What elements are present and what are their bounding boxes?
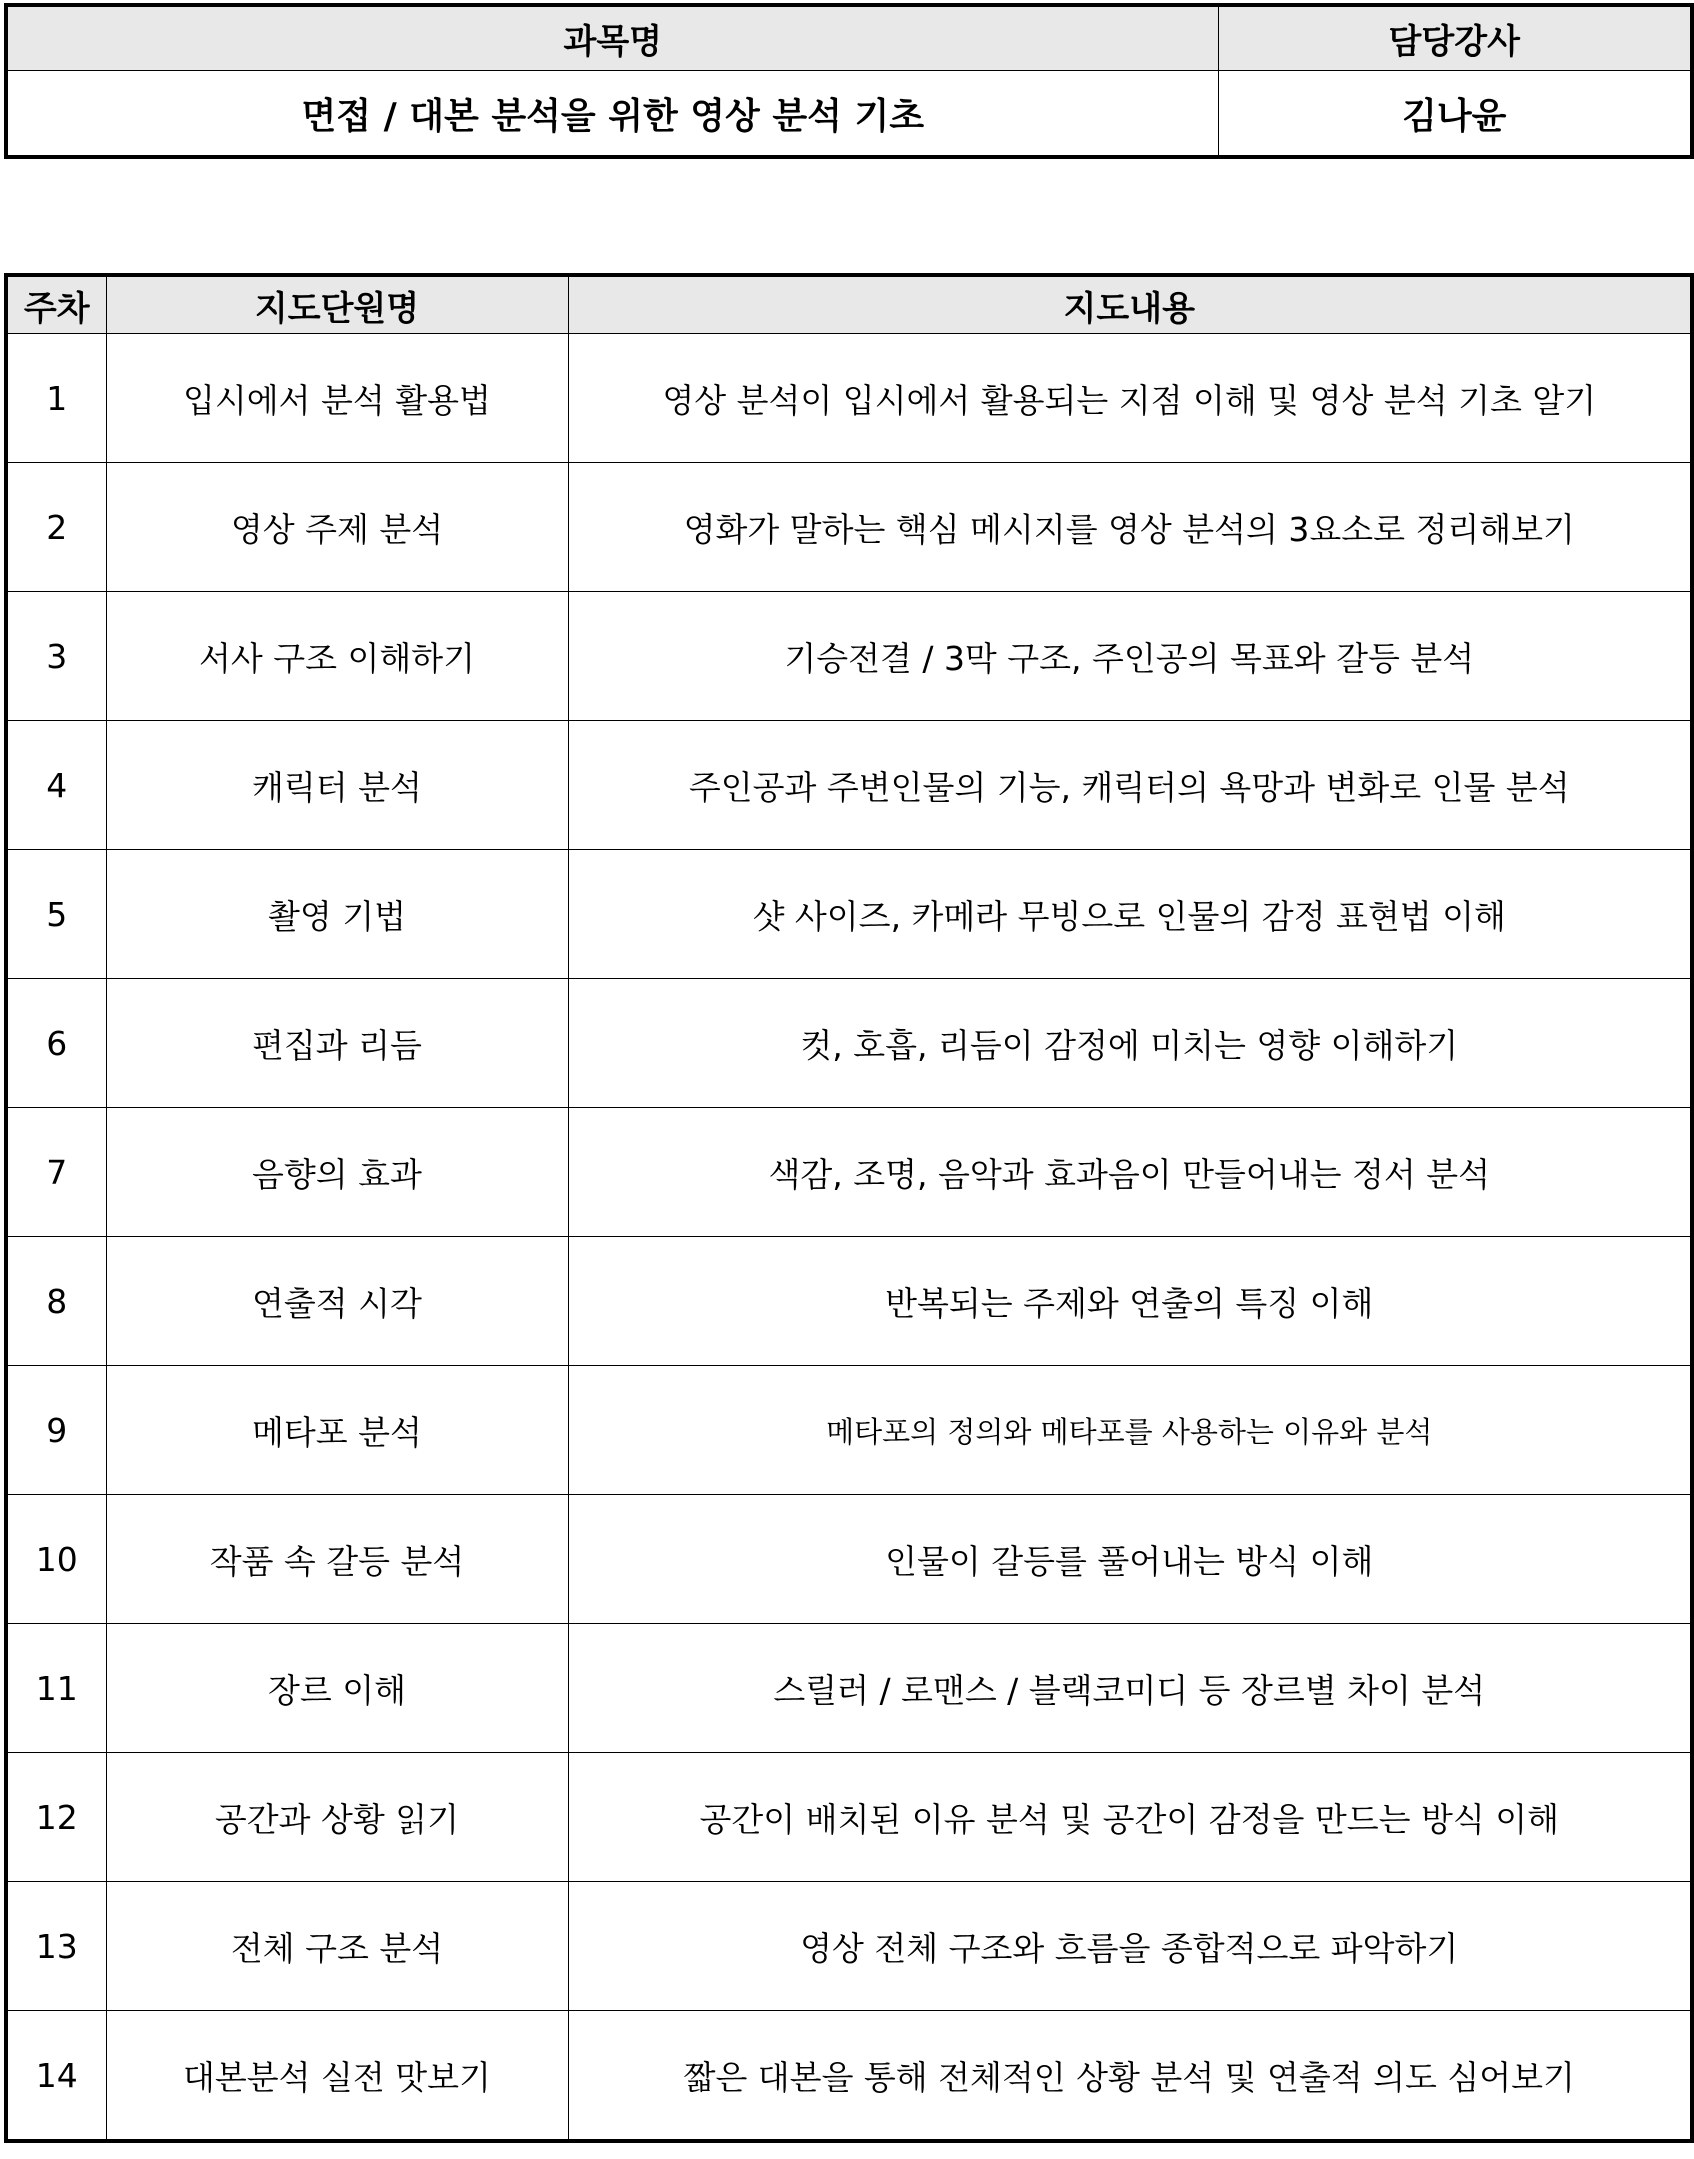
unit-content: 메타포의 정의와 메타포를 사용하는 이유와 분석: [568, 1366, 1692, 1495]
subject-name: 면접 / 대본 분석을 위한 영상 분석 기초: [6, 71, 1218, 158]
unit-name: 메타포 분석: [106, 1366, 568, 1495]
week-number: 7: [6, 1108, 106, 1237]
unit-name: 음향의 효과: [106, 1108, 568, 1237]
table-row: [6, 1237, 1692, 1366]
unit-name: 장르 이해: [106, 1624, 568, 1753]
unit-content: 영상 분석이 입시에서 활용되는 지점 이해 및 영상 분석 기초 알기: [568, 334, 1692, 463]
table-row: [6, 1108, 1692, 1237]
table-row: [6, 979, 1692, 1108]
week-number: 1: [6, 334, 106, 463]
week-number: 9: [6, 1366, 106, 1495]
week-number: 12: [6, 1753, 106, 1882]
subject-header: 과목명: [6, 5, 1218, 71]
unit-content: 기승전결 / 3막 구조, 주인공의 목표와 갈등 분석: [568, 592, 1692, 721]
week-number: 5: [6, 850, 106, 979]
unit-name: 전체 구조 분석: [106, 1882, 568, 2011]
unit-content: 영화가 말하는 핵심 메시지를 영상 분석의 3요소로 정리해보기: [568, 463, 1692, 592]
table-row: [6, 1366, 1692, 1495]
unit-content: 영상 전체 구조와 흐름을 종합적으로 파악하기: [568, 1882, 1692, 2011]
table-row: [6, 850, 1692, 979]
course-info-table: [4, 3, 1694, 159]
table-row: [6, 721, 1692, 850]
week-number: 4: [6, 721, 106, 850]
table-row: [6, 463, 1692, 592]
table-row: [6, 1882, 1692, 2011]
unit-content: 색감, 조명, 음악과 효과음이 만들어내는 정서 분석: [568, 1108, 1692, 1237]
instructor-name: 김나윤: [1218, 71, 1692, 158]
content-header: 지도내용: [568, 275, 1692, 334]
week-number: 3: [6, 592, 106, 721]
unit-name: 영상 주제 분석: [106, 463, 568, 592]
table-row: [6, 592, 1692, 721]
schedule-header-row: [6, 275, 1692, 334]
week-number: 14: [6, 2011, 106, 2142]
table-row: [6, 1753, 1692, 1882]
week-number: 13: [6, 1882, 106, 2011]
unit-name: 서사 구조 이해하기: [106, 592, 568, 721]
unit-content: 짧은 대본을 통해 전체적인 상황 분석 및 연출적 의도 심어보기: [568, 2011, 1692, 2142]
schedule-table: [4, 273, 1694, 2143]
unit-name: 입시에서 분석 활용법: [106, 334, 568, 463]
week-number: 2: [6, 463, 106, 592]
unit-content: 반복되는 주제와 연출의 특징 이해: [568, 1237, 1692, 1366]
unit-name: 작품 속 갈등 분석: [106, 1495, 568, 1624]
week-number: 11: [6, 1624, 106, 1753]
unit-name: 캐릭터 분석: [106, 721, 568, 850]
unit-content: 인물이 갈등를 풀어내는 방식 이해: [568, 1495, 1692, 1624]
table-row: [6, 334, 1692, 463]
unit-content: 컷, 호흡, 리듬이 감정에 미치는 영향 이해하기: [568, 979, 1692, 1108]
unit-content: 주인공과 주변인물의 기능, 캐릭터의 욕망과 변화로 인물 분석: [568, 721, 1692, 850]
table-row: [6, 1624, 1692, 1753]
unit-content: 공간이 배치된 이유 분석 및 공간이 감정을 만드는 방식 이해: [568, 1753, 1692, 1882]
week-header: 주차: [6, 275, 106, 334]
unit-name: 대본분석 실전 맛보기: [106, 2011, 568, 2142]
unit-content: 샷 사이즈, 카메라 무빙으로 인물의 감정 표현법 이해: [568, 850, 1692, 979]
unit-content: 스릴러 / 로맨스 / 블랙코미디 등 장르별 차이 분석: [568, 1624, 1692, 1753]
unit-name: 공간과 상황 읽기: [106, 1753, 568, 1882]
week-number: 10: [6, 1495, 106, 1624]
week-number: 8: [6, 1237, 106, 1366]
week-number: 6: [6, 979, 106, 1108]
table-row: [6, 1495, 1692, 1624]
unit-name: 편집과 리듬: [106, 979, 568, 1108]
course-header-row: [6, 5, 1692, 71]
table-row: [6, 2011, 1692, 2142]
unit-name: 촬영 기법: [106, 850, 568, 979]
course-value-row: [6, 71, 1692, 158]
unit-name: 연출적 시각: [106, 1237, 568, 1366]
instructor-header: 담당강사: [1218, 5, 1692, 71]
unit-header: 지도단원명: [106, 275, 568, 334]
